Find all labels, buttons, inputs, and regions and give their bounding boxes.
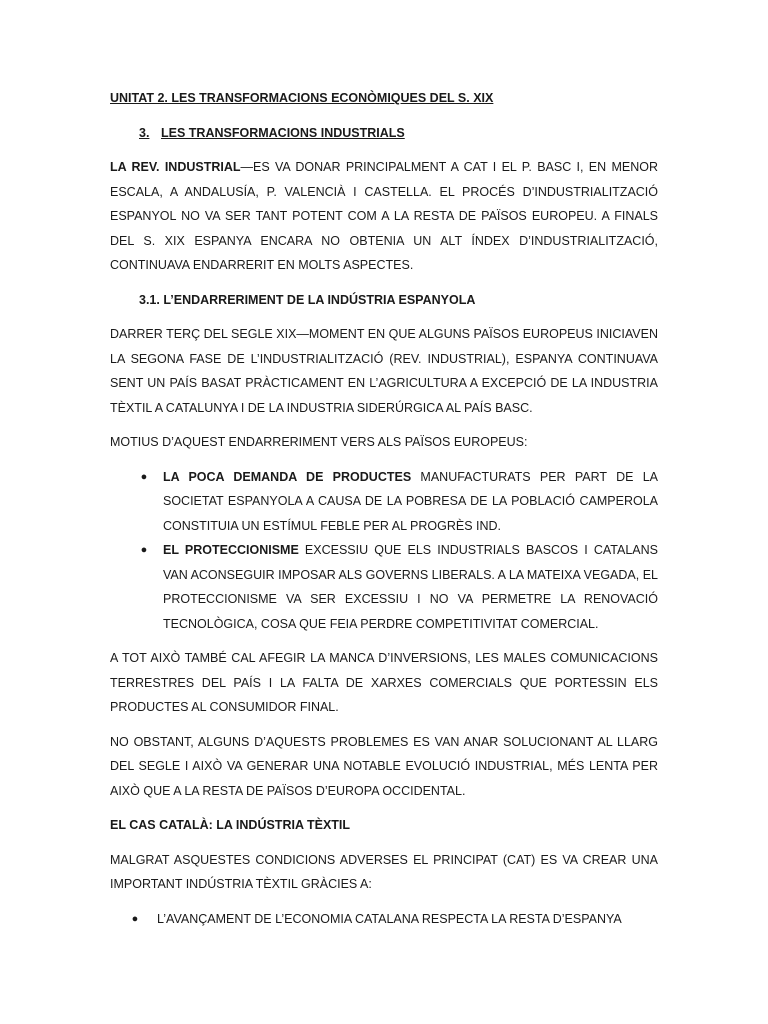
paragraph-malgrat: MALGRAT ASQUESTES CONDICIONS ADVERSES EL PRINCIPAT (CAT) ES VA CREAR UNA IMPORTANT INDÚSTRIA TÈXTIL GRÀCIES A: [110, 852, 658, 891]
list-item [110, 465, 658, 539]
document-title: UNITAT 2. LES TRANSFORMACIONS ECONÒMIQUES DEL S. XIX [110, 91, 494, 105]
paragraph-no-obstant: NO OBSTANT, ALGUNS D’AQUESTS PROBLEMES ES VAN ANAR SOLUCIONANT AL LLARG DEL SEGLE I AIXÒ VA GENERAR UNA NOTABLE EVOLUCIÓ INDUSTRIAL, MÉS LENTA PER AIXÒ QUE A LA RESTA DE PAÏSOS D’EUROPA OCCIDENTAL. [110, 734, 658, 798]
reason-text: MANUFACTURATS PER PART DE LA SOCIETAT ESPANYOLA A CAUSA DE LA POBRESA DE LA POBLACIÓ CAMPEROLA CONSTITUIA UN ESTÍMUL FEBLE PER AL PROGRÈS IND. [163, 469, 658, 533]
list-item [110, 538, 658, 636]
reason-lead: LA POCA DEMANDA DE PRODUCTES [163, 469, 412, 484]
section-label: LES TRANSFORMACIONS INDUSTRIALS [161, 125, 405, 140]
cas-catala-heading: EL CAS CATALÀ: LA INDÚSTRIA TÈXTIL [110, 818, 351, 832]
bullet-icon: ● [140, 544, 148, 556]
paragraph-darrer: DARRER TERÇ DEL SEGLE XIX—MOMENT EN QUE ALGUNS PAÏSOS EUROPEUS INICIAVEN LA SEGONA FASE DE L’INDUSTRIALITZACIÓ (REV. INDUSTRIAL), ESPANYA CONTINUAVA SENT UN PAÍS BASAT PRÀCTICAMENT EN L’AGRICULTURA A EXCEPCIÓ DE LA INDUSTRIA TÈXTIL A CATALUNYA I DE LA INDUSTRIA SIDERÚRGICA AL PAÍS BASC. [110, 327, 658, 415]
intro-lead: LA REV. INDUSTRIAL [110, 160, 241, 174]
intro-paragraph [110, 155, 658, 278]
section-heading [110, 121, 658, 146]
catalan-factors-list [110, 907, 658, 932]
bullet-icon: ● [131, 912, 139, 925]
subsection-heading: 3.1. L’ENDARRERIMENT DE LA INDÚSTRIA ESPANYOLA [139, 292, 476, 307]
reasons-list [110, 465, 658, 637]
document-page [110, 86, 658, 941]
bullet-icon: ● [140, 470, 148, 483]
factor-text: L’AVANÇAMENT DE L’ECONOMIA CATALANA RESPECTA LA RESTA D’ESPANYA [157, 911, 622, 926]
section-number: 3. [139, 125, 150, 140]
paragraph-afegir: A TOT AIXÒ TAMBÉ CAL AFEGIR LA MANCA D’INVERSIONS, LES MALES COMUNICACIONS TERRESTRES DEL PAÍS I LA FALTA DE XARXES COMERCIALS QUE PORTESSIN ELS PRODUCTES AL CONSUMIDOR FINAL. [110, 651, 658, 714]
intro-text: —ES VA DONAR PRINCIPALMENT A CAT I EL P. BASC I, EN MENOR ESCALA, A ANDALUSÍA, P. VALENCIÀ I CASTELLA. EL PROCÉS D’INDUSTRIALITZACIÓ ESPANYOL NO VA SER TANT POTENT COM A LA RESTA DE PAÏSOS EUROPEU. A FINALS DEL S. XIX ESPANYA ENCARA NO OBTENIA UN ALT ÍNDEX D’INDUSTRIALITZACIÓ, CONTINUAVA ENDARRERIT EN MOLTS ASPECTES. [110, 160, 658, 272]
reason-text: EXCESSIU QUE ELS INDUSTRIALS BASCOS I CATALANS VAN ACONSEGUIR IMPOSAR ALS GOVERNS LIBERALS. A LA MATEIXA VEGADA, EL PROTECCIONISME VA SER EXCESSIU I NO VA PERMETRE LA RENOVACIÓ TECNOLÒGICA, COSA QUE FEIA PERDRE COMPETITIVITAT COMERCIAL. [163, 543, 658, 631]
paragraph-motius: MOTIUS D’AQUEST ENDARRERIMENT VERS ALS PAÏSOS EUROPEUS: [110, 435, 528, 449]
list-item [110, 907, 658, 932]
reason-lead: EL PROTECCIONISME [163, 543, 299, 557]
